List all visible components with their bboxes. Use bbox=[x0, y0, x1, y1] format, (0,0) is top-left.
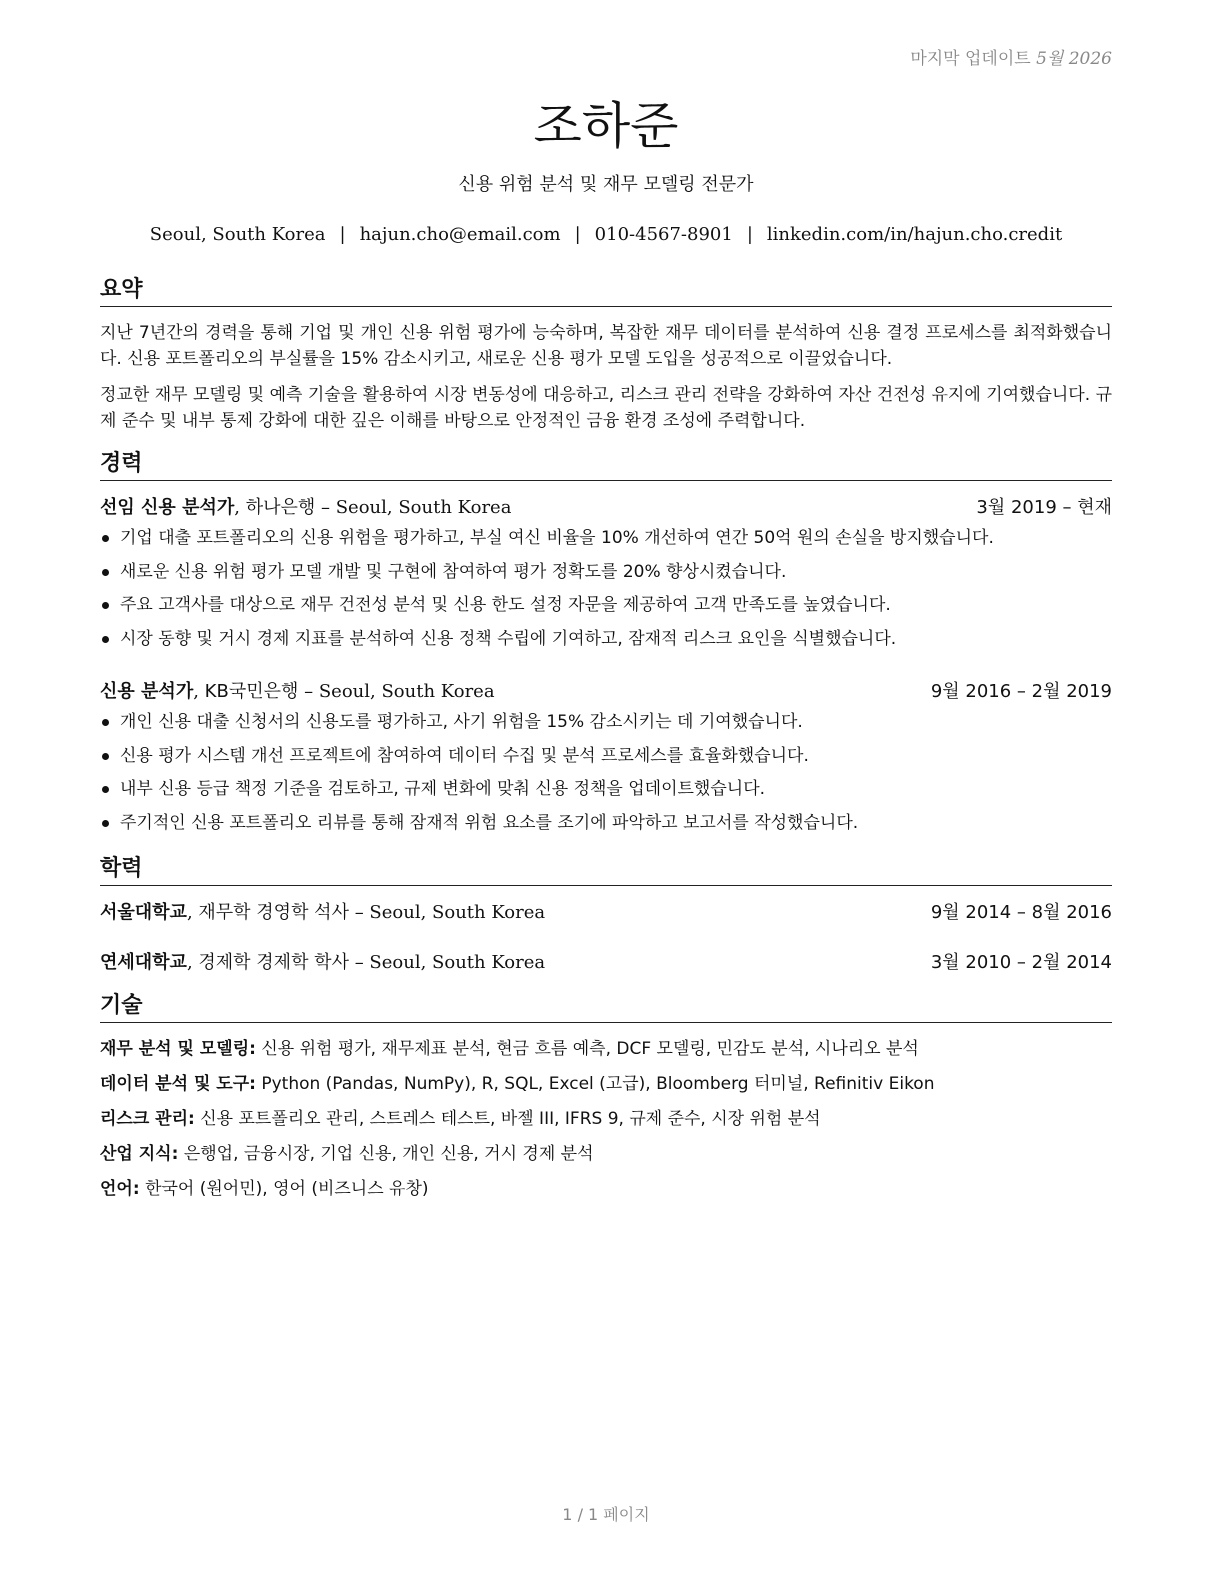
job-company: KB국민은행 bbox=[204, 681, 299, 702]
education-line: 서울대학교, 재무학 경영학 석사 – Seoul, South Korea bbox=[100, 902, 546, 923]
contact-separator: | bbox=[574, 224, 581, 245]
job-location: – Seoul, South Korea bbox=[321, 497, 512, 518]
section-title-skills: 기술 bbox=[100, 992, 1112, 1023]
education-location: – Seoul, South Korea bbox=[354, 952, 546, 973]
job-role: 신용 분석가 bbox=[100, 681, 194, 702]
contact-line bbox=[100, 224, 1112, 245]
skill-row bbox=[100, 1174, 1112, 1204]
job-company: 하나은행 bbox=[245, 497, 316, 518]
education-line: 연세대학교, 경제학 경제학 학사 – Seoul, South Korea bbox=[100, 952, 546, 973]
job-dates: 9월 2016 – 2월 2019 bbox=[930, 681, 1112, 702]
education-school: 연세대학교 bbox=[100, 952, 187, 973]
job-header bbox=[100, 679, 1112, 705]
job-title-line: 선임 신용 분석가, 하나은행 – Seoul, South Korea bbox=[100, 497, 512, 518]
contact-phone: 010-4567-8901 bbox=[594, 224, 733, 245]
job-bullets bbox=[100, 709, 1112, 843]
candidate-tagline: 신용 위험 분석 및 재무 모델링 전문가 bbox=[458, 174, 754, 195]
education-degree: 재무학 경영학 석사 bbox=[198, 902, 349, 923]
education-item bbox=[100, 950, 1112, 976]
job-bullet: 기업 대출 포트폴리오의 신용 위험을 평가하고, 부실 여신 비율을 10% 개선하여 연간 50억 원의 손실을 방지했습니다. bbox=[100, 525, 1112, 559]
job-bullet: 신용 평가 시스템 개선 프로젝트에 참여하여 데이터 수집 및 분석 프로세스를 효율화했습니다. bbox=[100, 743, 1112, 777]
job-bullet: 개인 신용 대출 신청서의 신용도를 평가하고, 사기 위험을 15% 감소시키는 데 기여했습니다. bbox=[100, 709, 1112, 743]
last-updated-year: 2026 bbox=[1068, 49, 1112, 69]
summary-paragraph: 정교한 재무 모델링 및 예측 기술을 활용하여 시장 변동성에 대응하고, 리스크 관리 전략을 강화하여 자산 건전성 유지에 기여했습니다. 규제 준수 및 내부 통제 강화에 대한 깊은 이해를 바탕으로 안정적인 금융 환경 조성에 주력합니다. bbox=[100, 385, 1112, 431]
education-dates: 3월 2010 – 2월 2014 bbox=[930, 952, 1112, 973]
summary-paragraph: 지난 7년간의 경력을 통해 기업 및 개인 신용 위험 평가에 능숙하며, 복잡한 재무 데이터를 분석하여 신용 결정 프로세스를 최적화했습니다. 신용 포트폴리오의 부실률을 15% 감소시키고, 새로운 신용 평가 모델 도입을 성공적으로 이끌었습니다. bbox=[100, 323, 1112, 369]
candidate-name: 조하준 bbox=[533, 97, 679, 155]
education-dates: 9월 2014 – 8월 2016 bbox=[930, 902, 1112, 923]
section-title-experience: 경력 bbox=[100, 450, 1112, 481]
education-school: 서울대학교 bbox=[100, 902, 187, 923]
contact-email[interactable]: hajun.cho@email.com bbox=[359, 224, 561, 245]
skill-row bbox=[100, 1139, 1112, 1169]
last-updated-month: 5월 bbox=[1036, 49, 1064, 69]
skill-row bbox=[100, 1069, 1112, 1099]
skill-value: 신용 포트폴리오 관리, 스트레스 테스트, 바젤 III, IFRS 9, 규제 준수, 시장 위험 분석 bbox=[200, 1109, 821, 1129]
skill-row bbox=[100, 1034, 1112, 1064]
page-number: 1 / 1 페이지 bbox=[562, 1505, 650, 1524]
skill-value: 한국어 (원어민), 영어 (비즈니스 유창) bbox=[145, 1179, 429, 1199]
contact-separator: | bbox=[339, 224, 346, 245]
job-bullet: 새로운 신용 위험 평가 모델 개발 및 구현에 참여하여 평가 정확도를 20% 향상시켰습니다. bbox=[100, 559, 1112, 593]
job-bullet: 내부 신용 등급 책정 기준을 검토하고, 규제 변화에 맞춰 신용 정책을 업데이트했습니다. bbox=[100, 776, 1112, 810]
skill-value: 은행업, 금융시장, 기업 신용, 개인 신용, 거시 경제 분석 bbox=[183, 1144, 594, 1164]
skill-value: 신용 위험 평가, 재무제표 분석, 현금 흐름 예측, DCF 모델링, 민감도 분석, 시나리오 분석 bbox=[261, 1039, 919, 1059]
job-bullets bbox=[100, 525, 1112, 659]
education-location: – Seoul, South Korea bbox=[354, 902, 546, 923]
job-bullet: 주요 고객사를 대상으로 재무 건전성 분석 및 신용 한도 설정 자문을 제공하여 고객 만족도를 높였습니다. bbox=[100, 592, 1112, 626]
section-title-education: 학력 bbox=[100, 855, 1112, 886]
skill-label: 데이터 분석 및 도구: bbox=[100, 1074, 256, 1094]
education-item bbox=[100, 900, 1112, 926]
contact-separator: | bbox=[746, 224, 753, 245]
skill-label: 산업 지식: bbox=[100, 1144, 179, 1164]
section-title-summary: 요약 bbox=[100, 276, 1112, 307]
contact-linkedin[interactable]: linkedin.com/in/hajun.cho.credit bbox=[766, 224, 1063, 245]
skill-row bbox=[100, 1104, 1112, 1134]
job-location: – Seoul, South Korea bbox=[304, 681, 495, 702]
last-updated-label: 마지막 업데이트 bbox=[910, 49, 1031, 69]
job-bullet: 시장 동향 및 거시 경제 지표를 분석하여 신용 정책 수립에 기여하고, 잠재적 리스크 요인을 식별했습니다. bbox=[100, 626, 1112, 660]
resume-page bbox=[100, 0, 1112, 1584]
education-degree: 경제학 경제학 학사 bbox=[198, 952, 349, 973]
job-dates: 3월 2019 – 현재 bbox=[976, 497, 1112, 518]
job-header bbox=[100, 495, 1112, 521]
job-bullet: 주기적인 신용 포트폴리오 리뷰를 통해 잠재적 위험 요소를 조기에 파악하고 보고서를 작성했습니다. bbox=[100, 810, 1112, 844]
skill-label: 재무 분석 및 모델링: bbox=[100, 1039, 256, 1059]
last-updated bbox=[910, 44, 1112, 69]
job-title-line: 신용 분석가, KB국민은행 – Seoul, South Korea bbox=[100, 681, 495, 702]
skill-label: 언어: bbox=[100, 1179, 140, 1199]
skill-label: 리스크 관리: bbox=[100, 1109, 195, 1129]
job-role: 선임 신용 분석가 bbox=[100, 497, 235, 518]
contact-location: Seoul, South Korea bbox=[149, 224, 326, 245]
skill-value: Python (Pandas, NumPy), R, SQL, Excel (고급), Bloomberg 터미널, Refinitiv Eikon bbox=[261, 1074, 935, 1094]
